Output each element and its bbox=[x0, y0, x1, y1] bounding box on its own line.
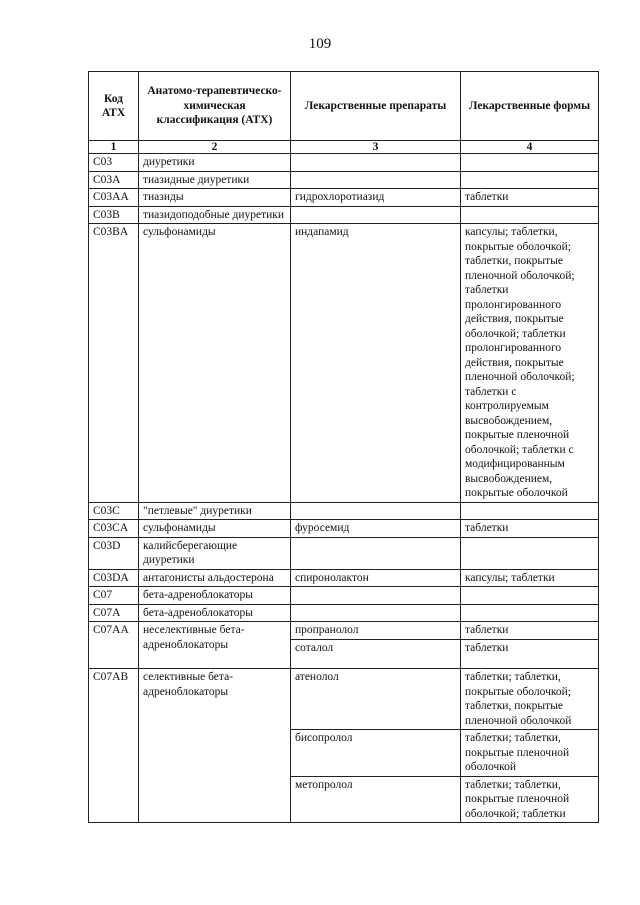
table-row bbox=[89, 224, 599, 503]
drug-form bbox=[461, 171, 599, 189]
drug-form bbox=[461, 154, 599, 172]
atx-code: C03D bbox=[89, 537, 139, 569]
drug-form: капсулы; таблетки, покрытые оболочкой; таблетки, покрытые пленочной оболочкой; таблетки пролонгированного действия, покрытые оболочкой; таблетки пролонгированного действия, покрытые пленочной оболочкой; таблетки с контролируемым высвобождением, покрытые пленочной оболочкой; таблетки с модифицированным высвобождением, покрытые оболочкой bbox=[461, 224, 599, 503]
drug-name bbox=[291, 154, 461, 172]
atx-class: бета-адреноблокаторы bbox=[139, 604, 291, 622]
drug-name: пропранолол bbox=[291, 622, 461, 640]
table-row bbox=[89, 189, 599, 207]
atx-code: C03C bbox=[89, 502, 139, 520]
drug-name: фуросемид bbox=[291, 520, 461, 538]
atx-class: калийсберегающие диуретики bbox=[139, 537, 291, 569]
header-class: Анатомо-терапевтическо-химическая классификация (АТХ) bbox=[139, 72, 291, 141]
table-row bbox=[89, 622, 599, 640]
atx-class: неселективные бета-адреноблокаторы bbox=[139, 622, 291, 669]
header-forms: Лекарственные формы bbox=[461, 72, 599, 141]
drug-form bbox=[461, 587, 599, 605]
table-row bbox=[89, 171, 599, 189]
header-code: Код АТХ bbox=[89, 72, 139, 141]
atx-class: диуретики bbox=[139, 154, 291, 172]
atx-class: тиазиды bbox=[139, 189, 291, 207]
atx-code: C07AA bbox=[89, 622, 139, 669]
table-row bbox=[89, 569, 599, 587]
table-row bbox=[89, 502, 599, 520]
page-number: 109 bbox=[308, 36, 332, 52]
drug-name bbox=[291, 206, 461, 224]
drug-form bbox=[461, 537, 599, 569]
drug-form: капсулы; таблетки bbox=[461, 569, 599, 587]
atx-class: сульфонамиды bbox=[139, 224, 291, 503]
table-row bbox=[89, 604, 599, 622]
drug-form bbox=[461, 604, 599, 622]
atx-code: C03AA bbox=[89, 189, 139, 207]
atx-class: антагонисты альдостерона bbox=[139, 569, 291, 587]
table-row bbox=[89, 537, 599, 569]
header-drugs: Лекарственные препараты bbox=[291, 72, 461, 141]
col-number: 1 bbox=[89, 141, 139, 154]
drug-form: таблетки; таблетки, покрытые пленочной оболочкой; таблетки bbox=[461, 776, 599, 823]
atx-code: C03 bbox=[89, 154, 139, 172]
col-number: 3 bbox=[291, 141, 461, 154]
drug-name: индапамид bbox=[291, 224, 461, 503]
drug-name: гидрохлоротиазид bbox=[291, 189, 461, 207]
table-row bbox=[89, 154, 599, 172]
drug-name bbox=[291, 171, 461, 189]
drug-name bbox=[291, 502, 461, 520]
table-row bbox=[89, 206, 599, 224]
atx-class: селективные бета-адреноблокаторы bbox=[139, 669, 291, 823]
atx-code: C03BA bbox=[89, 224, 139, 503]
drug-name bbox=[291, 587, 461, 605]
atx-code: C03CA bbox=[89, 520, 139, 538]
atx-table bbox=[88, 71, 599, 823]
atx-code: C07AB bbox=[89, 669, 139, 823]
drug-name: бисопролол bbox=[291, 730, 461, 777]
column-number-row bbox=[89, 141, 599, 154]
drug-form: таблетки bbox=[461, 622, 599, 640]
drug-name: атенолол bbox=[291, 669, 461, 730]
table-row bbox=[89, 669, 599, 730]
drug-name: метопролол bbox=[291, 776, 461, 823]
drug-form: таблетки bbox=[461, 520, 599, 538]
atx-class: "петлевые" диуретики bbox=[139, 502, 291, 520]
atx-code: C03A bbox=[89, 171, 139, 189]
table-row bbox=[89, 587, 599, 605]
atx-code: C07A bbox=[89, 604, 139, 622]
col-number: 4 bbox=[461, 141, 599, 154]
drug-name: соталол bbox=[291, 640, 461, 669]
atx-class: бета-адреноблокаторы bbox=[139, 587, 291, 605]
atx-code: C03B bbox=[89, 206, 139, 224]
drug-name bbox=[291, 537, 461, 569]
header-row bbox=[89, 72, 599, 141]
atx-class: тиазидоподобные диуретики bbox=[139, 206, 291, 224]
col-number: 2 bbox=[139, 141, 291, 154]
drug-form: таблетки; таблетки, покрытые пленочной оболочкой bbox=[461, 730, 599, 777]
drug-form bbox=[461, 502, 599, 520]
drug-form bbox=[461, 206, 599, 224]
drug-form: таблетки bbox=[461, 189, 599, 207]
atx-code: C07 bbox=[89, 587, 139, 605]
drug-form: таблетки bbox=[461, 640, 599, 669]
table-row bbox=[89, 520, 599, 538]
atx-class: тиазидные диуретики bbox=[139, 171, 291, 189]
atx-class: сульфонамиды bbox=[139, 520, 291, 538]
drug-form: таблетки; таблетки, покрытые оболочкой; таблетки, покрытые пленочной оболочкой bbox=[461, 669, 599, 730]
drug-name bbox=[291, 604, 461, 622]
drug-name: спиронолактон bbox=[291, 569, 461, 587]
atx-code: C03DA bbox=[89, 569, 139, 587]
